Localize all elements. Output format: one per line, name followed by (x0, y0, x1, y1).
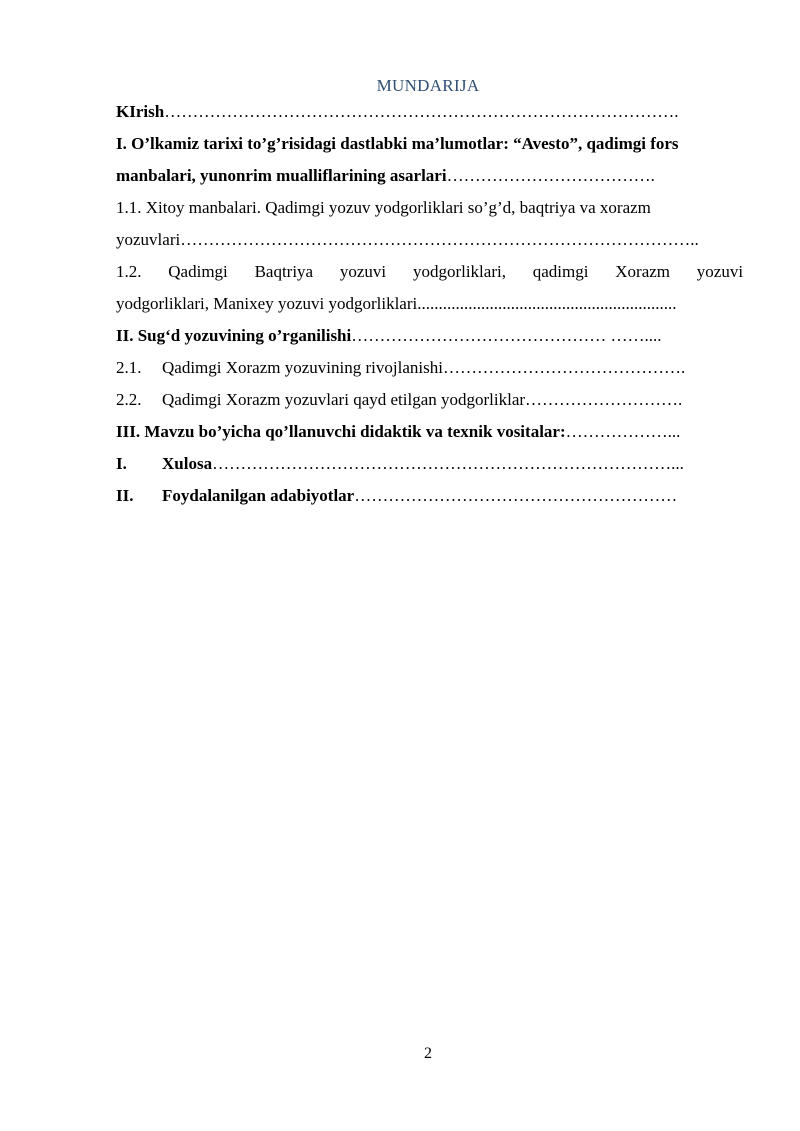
toc-word: Xorazm (615, 262, 671, 281)
toc-word: yodgorliklari, (412, 262, 506, 281)
toc-leader-dots: ………………………. (525, 390, 683, 409)
toc-entry-1-1-line1[interactable]: 1.1. Xitoy manbalari. Qadimgi yozuv yodgorliklari so’g’d, baqtriya va xorazm (116, 198, 651, 217)
toc-entry-number: 2.1. (116, 358, 142, 377)
toc-entry-label: manbalari, yunonrim mualliflarining asarlari (116, 166, 447, 185)
toc-entry-1-2-line1[interactable] (116, 256, 743, 288)
toc-entry-label: Qadimgi Xorazm yozuvlari qayd etilgan yodgorliklar (162, 390, 526, 409)
toc-word: Qadimgi (168, 262, 228, 281)
toc-entry-label: yozuvlari (116, 230, 181, 249)
toc-entry-part1-line2[interactable] (116, 160, 743, 192)
toc-entry-label: Qadimgi Xorazm yozuvining rivojlanishi (162, 358, 443, 377)
toc-word: qadimgi (532, 262, 589, 281)
toc-leader-dots: ………………………………………………………………………………. (164, 102, 679, 121)
toc-entry-label: yodgorliklari, Manixey yozuvi yodgorliklari (116, 294, 418, 313)
toc-leader-dots: ……………………………………………………………………………….. (180, 230, 699, 249)
toc-leader-dots: ………………………………. (446, 166, 655, 185)
toc-leader-dots: ………………………………………………………………………... (212, 454, 684, 473)
toc-word: Baqtriya (254, 262, 314, 281)
toc-entry-label: II. Sug‘d yozuvining o’rganilishi (116, 326, 352, 345)
toc-entry-label: III. Mavzu bo’yicha qo’llanuvchi didaktik va texnik vositalar: (116, 422, 566, 441)
toc-leader-dots: ……………………………………… …….... (351, 326, 662, 345)
toc-entry-label: Foydalanilgan adabiyotlar (162, 486, 355, 505)
toc-word: 1.2. (116, 262, 142, 281)
toc-entry-part1-line1[interactable]: I. O’lkamiz tarixi to’g’risidagi dastlabki ma’lumotlar: “Avesto”, qadimgi fors (116, 134, 679, 153)
toc-leader-dots: ……………………………………. (442, 358, 686, 377)
toc-entry-2-2[interactable] (116, 384, 743, 416)
toc-entry-1-1-line2[interactable] (116, 224, 743, 256)
toc-entry-2-1[interactable] (116, 352, 743, 384)
toc-entry-part3[interactable] (116, 416, 743, 448)
toc-entry-number: II. (116, 486, 134, 505)
toc-entry-part2[interactable] (116, 320, 743, 352)
toc-leader-dots: ………………………………………………… (354, 486, 678, 505)
toc-entry-label: Xulosa (162, 454, 213, 473)
toc-entry-xulosa[interactable] (116, 448, 743, 480)
toc-entry-1-2-line2[interactable] (116, 288, 743, 320)
toc-word: yozuvi (339, 262, 387, 281)
toc-word: yozuvi (696, 262, 743, 281)
toc-entry-kirish[interactable] (116, 96, 743, 128)
toc-entry-number: 2.2. (116, 390, 142, 409)
toc-entry-number: I. (116, 454, 127, 473)
toc-entry-label: KIrish (116, 102, 165, 121)
toc-leader-dots: ………………... (565, 422, 681, 441)
page-number: 2 (424, 1045, 432, 1062)
toc-entry-adabiyotlar[interactable] (116, 480, 743, 512)
table-of-contents (116, 96, 743, 512)
toc-leader-dots: ............................................................. (417, 294, 677, 313)
toc-title: MUNDARIJA (376, 76, 480, 95)
